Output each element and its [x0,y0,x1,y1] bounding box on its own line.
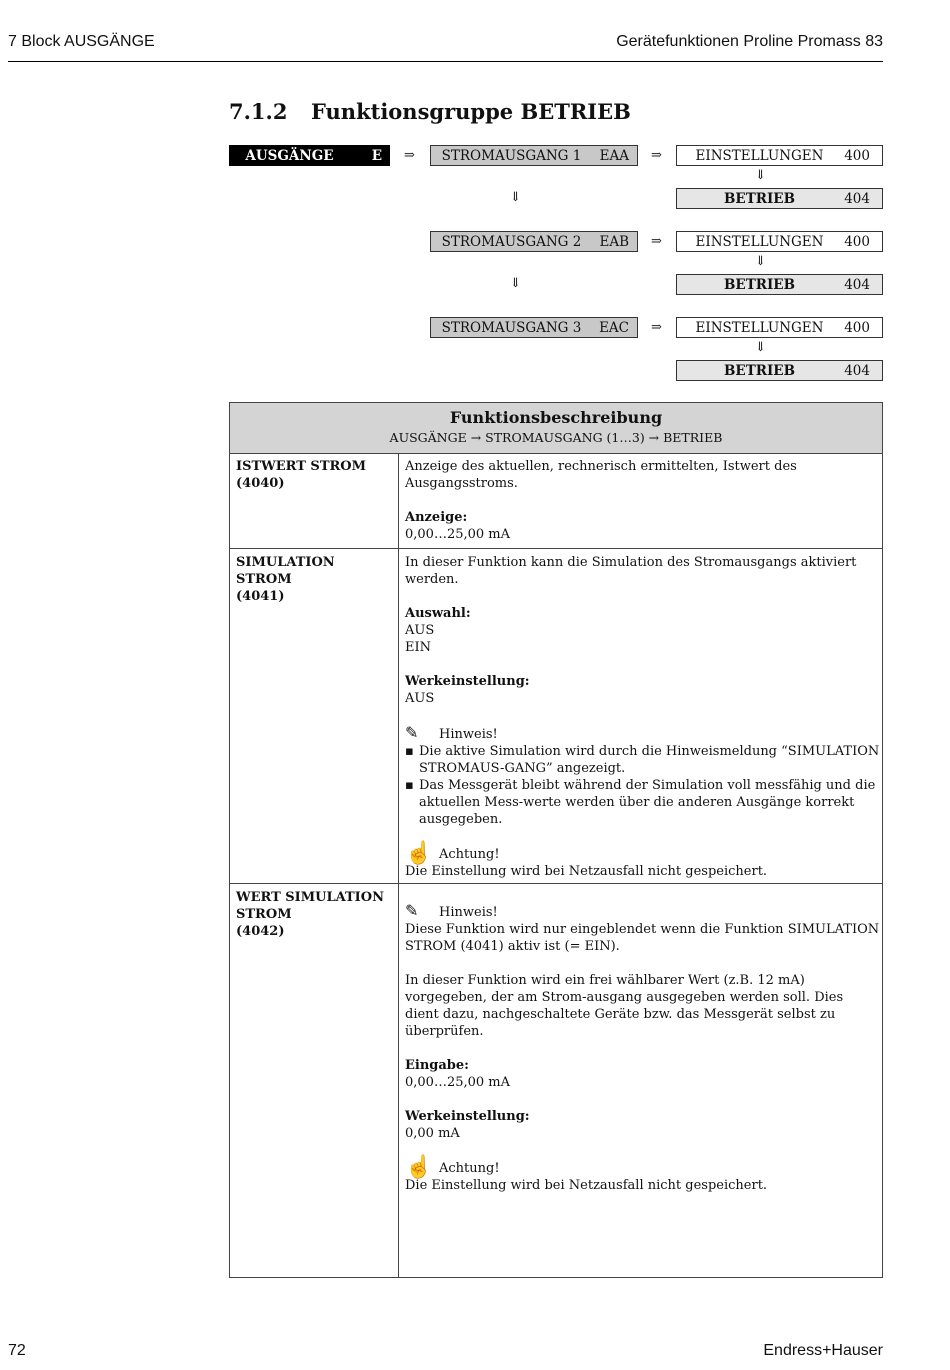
function-desc-4041 [405,554,880,880]
note-text: Diese Funktion wird nur eingeblendet wenn die Funktion SIMULATION STROM (4041) aktiv ist (= EIN). [405,922,880,954]
table-title: Funktionsbeschreibung [449,408,663,427]
arrow-down-icon: ⇓ [755,340,766,355]
arrow-right-icon: ⇒ [651,320,662,335]
function-description-table [229,402,883,1278]
running-header-left: 7 Block AUSGÄNGE [8,33,155,50]
settings-box [676,317,883,338]
function-code: (4042) [236,924,285,939]
pointing-hand-icon: ☝ [405,841,433,866]
brand-name: Endress+Hauser [763,1342,883,1359]
row-divider [230,883,882,884]
block-label: AUSGÄNGE [245,147,334,164]
option-value: AUS [405,623,435,638]
group-code: EAC [599,319,629,336]
field-label: Werkeinstellung: [405,1109,530,1124]
option-value: EIN [405,640,431,655]
group-code: EAB [599,233,629,250]
caution-label: Achtung! [439,847,500,862]
settings-code: 400 [844,147,870,164]
desc-text: Anzeige des aktuellen, rechnerisch ermittelten, Istwert des Ausgangsstroms. [405,459,797,491]
group-code: EAA [599,147,629,164]
pointing-hand-icon: ☝ [405,1155,433,1180]
block-code: E [371,147,382,164]
caution-text: Die Einstellung wird bei Netzausfall nicht gespeichert. [405,864,768,879]
block-box-ausgaenge [229,145,390,166]
field-value: AUS [405,691,435,706]
function-name: ISTWERT STROM [236,459,367,474]
operation-label: BETRIEB [724,276,795,293]
operation-code: 404 [844,276,870,293]
function-name-4042 [236,889,386,940]
bullet-text: Die aktive Simulation wird durch die Hinweismeldung “SIMULATION STROMAUS-GANG” angezeigt. [419,744,880,776]
settings-code: 400 [844,233,870,250]
group-box-stromausgang-3 [430,317,638,338]
settings-code: 400 [844,319,870,336]
operation-label: BETRIEB [724,362,795,379]
arrow-right-icon: ⇒ [651,234,662,249]
group-label: STROMAUSGANG 1 [441,147,582,164]
group-box-stromausgang-1 [430,145,638,166]
function-name: WERT SIMULATION [236,890,384,905]
bullet-item: ▪ Die aktive Simulation wird durch die Hinweismeldung “SIMULATION STROMAUS-GANG” angezeigt. [405,744,880,776]
arrow-down-icon: ⇓ [755,168,766,183]
bullet-item: ▪ Das Messgerät bleibt während der Simulation voll messfähig und die aktuellen Mess-werte werden über die anderen Ausgänge korrekt ausgegeben. [405,777,880,828]
caution-label: Achtung! [439,1161,500,1176]
caution-text: Die Einstellung wird bei Netzausfall nicht gespeichert. [405,1178,768,1193]
group-box-stromausgang-2 [430,231,638,252]
arrow-right-icon: ⇒ [651,148,662,163]
operation-label: BETRIEB [724,190,795,207]
function-name-4040 [236,458,386,492]
desc-text: In dieser Funktion kann die Simulation des Stromausgangs aktiviert werden. [405,555,857,587]
function-desc-4040 [405,458,880,543]
settings-box [676,231,883,252]
function-name: SIMULATION STROM [236,555,335,587]
bullet-text: Das Messgerät bleibt während der Simulation voll messfähig und die aktuellen Mess-werte werden über die anderen Ausgänge korrekt ausgegeben. [419,778,876,827]
group-label: STROMAUSGANG 3 [441,319,582,336]
arrow-down-icon: ⇓ [510,190,521,205]
column-divider [398,453,399,1278]
field-label: Eingabe: [405,1058,469,1073]
settings-label: EINSTELLUNGEN [695,233,824,250]
operation-box [676,188,883,209]
running-header-right: Gerätefunktionen Proline Promass 83 [616,33,883,50]
function-code: (4041) [236,589,285,604]
field-label: Anzeige: [405,510,468,525]
field-value: 0,00…25,00 mA [405,527,511,542]
note-label: Hinweis! [439,727,498,742]
function-name-4041 [236,554,386,605]
arrow-down-icon: ⇓ [755,254,766,269]
pencil-icon: ✎ [405,723,419,742]
note-label: Hinweis! [439,905,498,920]
field-label: Werkeinstellung: [405,674,530,689]
page-number: 72 [8,1342,26,1359]
settings-box [676,145,883,166]
desc-text: In dieser Funktion wird ein frei wählbarer Wert (z.B. 12 mA) vorgegeben, der am Strom-ausgang ausgegeben werden soll. Dies dient dazu, nachgeschaltete Geräte bzw. das Messgerät selbst zu überprüfen. [405,973,844,1039]
table-header [230,403,882,454]
operation-code: 404 [844,362,870,379]
operation-box [676,274,883,295]
arrow-down-icon: ⇓ [510,276,521,291]
section-number: 7.1.2 [229,99,288,124]
settings-label: EINSTELLUNGEN [695,319,824,336]
settings-label: EINSTELLUNGEN [695,147,824,164]
header-divider [8,61,883,62]
function-code: (4040) [236,476,285,491]
field-label: Auswahl: [405,606,471,621]
operation-box [676,360,883,381]
function-name: STROM [236,907,292,922]
row-divider [230,548,882,549]
field-value: 0,00…25,00 mA [405,1075,511,1090]
group-label: STROMAUSGANG 2 [441,233,582,250]
pencil-icon: ✎ [405,901,419,920]
section-title: Funktionsgruppe BETRIEB [311,99,631,124]
operation-code: 404 [844,190,870,207]
field-value: 0,00 mA [405,1126,460,1141]
arrow-right-icon: ⇒ [404,148,415,163]
function-desc-4042 [405,902,880,1194]
table-path: AUSGÄNGE → STROMAUSGANG (1…3) → BETRIEB [389,430,723,445]
